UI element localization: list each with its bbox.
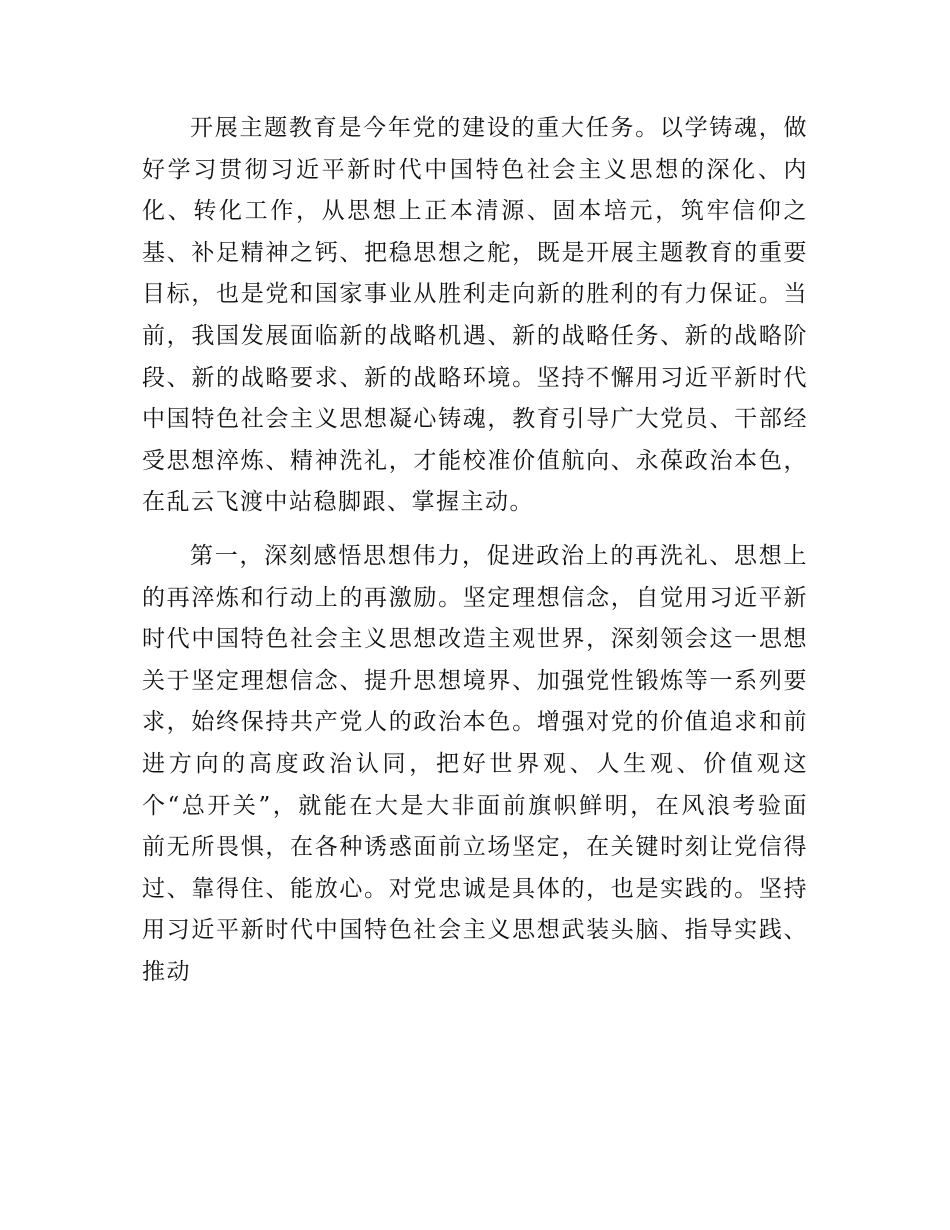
- document-body: [142, 108, 808, 1005]
- text-line: 第一，深刻感悟思想伟力，促进政治上的再洗礼、思想上: [190, 542, 808, 569]
- text-line: 时代中国特色社会主义思想改造主观世界，深刻领会这一思想: [142, 626, 808, 653]
- text-line: 受思想淬炼、精神洗礼，才能校准价值航向、永葆政治本色，: [142, 447, 808, 474]
- text-line: 好学习贯彻习近平新时代中国特色社会主义思想的深化、内: [142, 156, 808, 183]
- text-line: 在乱云飞渡中站稳脚跟、掌握主动。: [142, 489, 534, 516]
- text-line: 进方向的高度政治认同，把好世界观、人生观、价值观这: [142, 750, 808, 777]
- text-line: 用习近平新时代中国特色社会主义思想武装头脑、指导实践、: [142, 917, 808, 944]
- paragraph-1: [142, 108, 808, 524]
- text-line: 求，始终保持共产党人的政治本色。增强对党的价值追求和前: [142, 709, 808, 736]
- text-line: 段、新的战略要求、新的战略环境。坚持不懈用习近平新时代: [142, 364, 808, 391]
- text-line: 过、靠得住、能放心。对党忠诚是具体的，也是实践的。坚持: [142, 875, 808, 902]
- text-line: 化、转化工作，从思想上正本清源、固本培元，筑牢信仰之: [142, 198, 808, 225]
- text-line: 关于坚定理想信念、提升思想境界、加强党性锻炼等一系列要: [142, 667, 808, 694]
- text-line: 目标，也是党和国家事业从胜利走向新的胜利的有力保证。当: [142, 281, 808, 308]
- text-line: 中国特色社会主义思想凝心铸魂，教育引导广大党员、干部经: [142, 406, 808, 433]
- text-line: 基、补足精神之钙、把稳思想之舵，既是开展主题教育的重要: [142, 239, 808, 266]
- text-line: 个“总开关”，就能在大是大非面前旗帜鲜明，在风浪考验面: [142, 792, 808, 819]
- text-line: 推动: [142, 958, 191, 985]
- text-line: 的再淬炼和行动上的再激励。坚定理想信念，自觉用习近平新: [142, 584, 808, 611]
- text-line: 前，我国发展面临新的战略机遇、新的战略任务、新的战略阶: [142, 322, 808, 349]
- paragraph-2: [142, 536, 808, 994]
- text-line: 前无所畏惧，在各种诱惑面前立场坚定，在关键时刻让党信得: [142, 834, 808, 861]
- text-line: 开展主题教育是今年党的建设的重大任务。以学铸魂，做: [190, 115, 808, 141]
